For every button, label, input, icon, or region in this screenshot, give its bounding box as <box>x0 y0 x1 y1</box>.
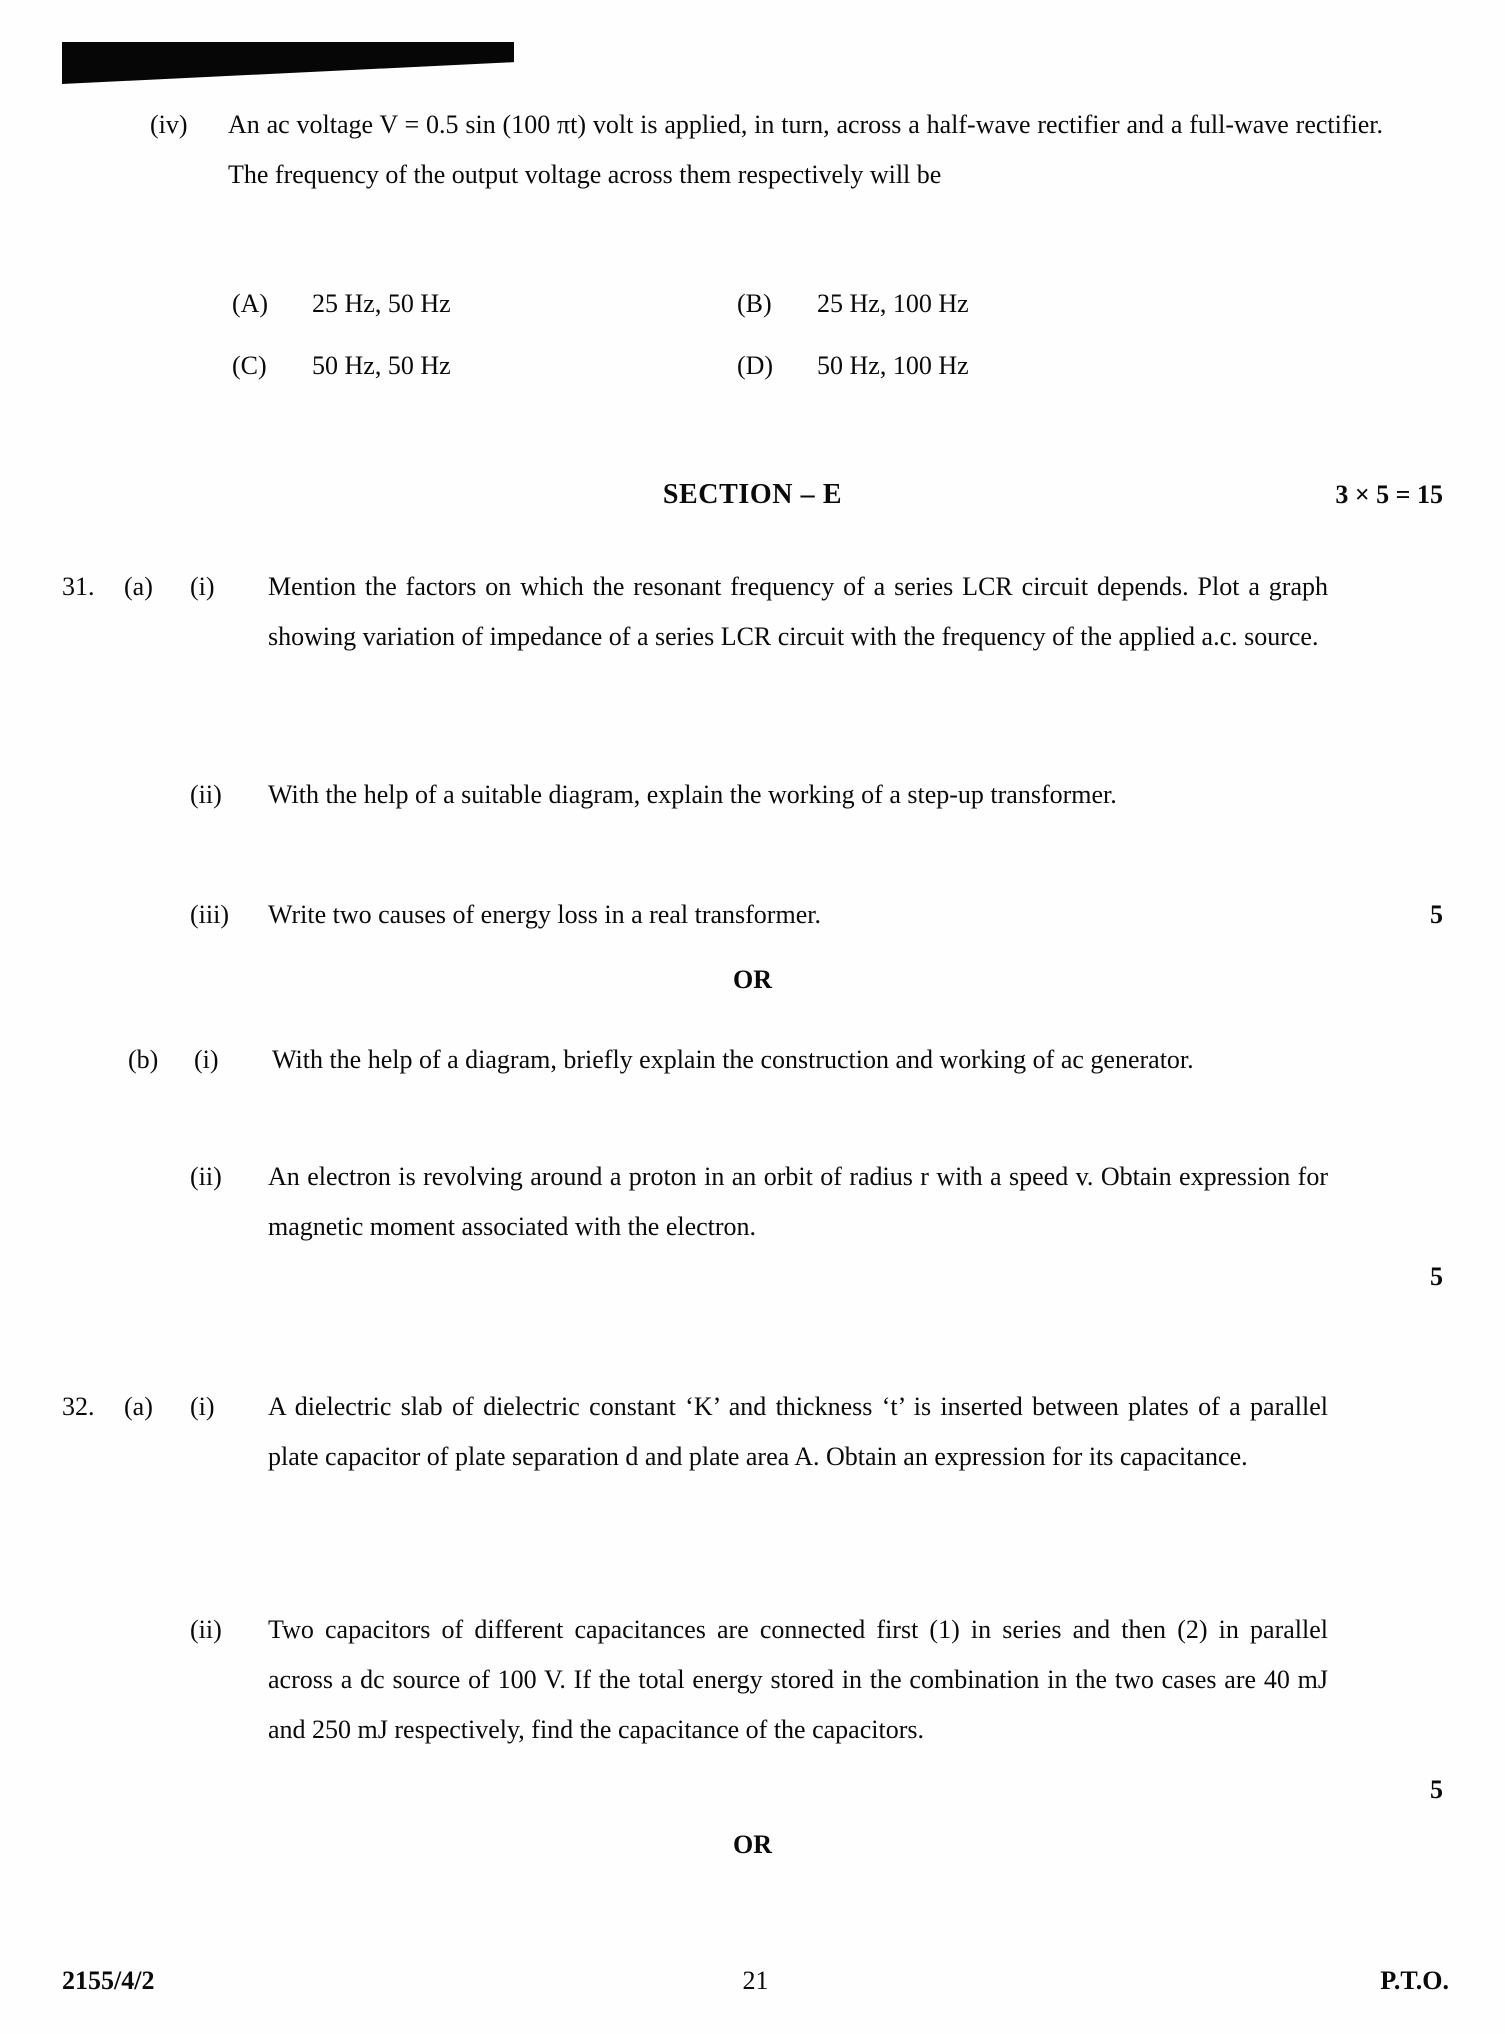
q32-a-ii-label: (ii) <box>190 1615 222 1644</box>
paper-code: 2155/4/2 <box>62 1966 155 1995</box>
option-a-key: (A) <box>232 289 269 318</box>
option-c-key: (C) <box>232 351 267 380</box>
q31-a-ii-text: With the help of a suitable diagram, explain the working of a step-up transformer. <box>268 780 1117 809</box>
option-b-key: (B) <box>737 289 772 318</box>
mcq-stem-text: An ac voltage V = 0.5 sin (100 πt) volt is applied, in turn, across a half-wave rectifier and a full-wave rectifier. The frequency of the output voltage across them respectively will be <box>228 110 1383 189</box>
option-d-value: 50 Hz, 100 Hz <box>817 351 969 380</box>
mcq-question-iv <box>150 100 1405 200</box>
q32-part-a-label: (a) <box>124 1392 153 1421</box>
q31-b-marks: 5 <box>1430 1262 1443 1291</box>
q31-a-iii-text: Write two causes of energy loss in a real transformer. <box>268 900 821 929</box>
option-c-value: 50 Hz, 50 Hz <box>312 351 451 380</box>
q31-a-marks: 5 <box>1430 900 1443 929</box>
section-title: SECTION – E <box>662 479 843 510</box>
option-d-key: (D) <box>737 351 774 380</box>
q32-a-ii-row <box>190 1605 1407 1755</box>
q32-a-ii-text: Two capacitors of different capacitances are connected first (1) in series and then (2) in parallel across a dc source of 100 V. If the total energy stored in the combination in the two cases are 40 mJ and 250 mJ respectively, find the capacitance of the capacitors. <box>268 1615 1328 1744</box>
q31-b-ii-text: An electron is revolving around a proton in an orbit of radius r with a speed v. Obtain expression for magnetic moment associated with the electron. <box>268 1162 1328 1241</box>
q31-part-a-label: (a) <box>124 572 153 601</box>
q31-b-i-text: With the help of a diagram, briefly explain the construction and working of ac generator. <box>272 1045 1194 1074</box>
q31-a-ii-row <box>190 770 1407 820</box>
q32-a-marks: 5 <box>1430 1775 1443 1804</box>
q32-or-divider: OR <box>733 1830 772 1859</box>
option-c[interactable] <box>232 344 737 388</box>
q31-b-ii-label: (ii) <box>190 1162 222 1191</box>
option-d[interactable] <box>737 344 1412 388</box>
q31-number: 31. <box>62 572 95 601</box>
q31-a-i-row <box>62 562 1407 662</box>
pto-label: P.T.O. <box>1380 1966 1449 1995</box>
q32-a-i-label: (i) <box>190 1392 215 1421</box>
q31-a-iii-row <box>190 890 1407 940</box>
q31-part-b-label: (b) <box>128 1045 159 1074</box>
q31-or-divider: OR <box>733 965 772 994</box>
option-b-value: 25 Hz, 100 Hz <box>817 289 969 318</box>
q31-b-i-row <box>128 1035 1407 1085</box>
q31-a-ii-label: (ii) <box>190 780 222 809</box>
mcq-options-grid <box>232 282 1412 388</box>
section-marks-formula: 3 × 5 = 15 <box>1335 480 1443 509</box>
scan-artifact-wedge <box>62 42 514 84</box>
q31-a-i-text: Mention the factors on which the resonant frequency of a series LCR circuit depends. Plot a graph showing variation of impedance of a series LCR circuit with the frequency of the applied a.c. source. <box>268 572 1328 651</box>
q32-a-i-row <box>62 1382 1407 1482</box>
q32-a-i-text: A dielectric slab of dielectric constant ‘K’ and thickness ‘t’ is inserted between plates of a parallel plate capacitor of plate separation d and plate area A. Obtain an expression for its capacitance. <box>268 1392 1328 1471</box>
q31-a-iii-label: (iii) <box>190 900 229 929</box>
page-number: 21 <box>742 1966 769 1995</box>
option-a[interactable] <box>232 282 737 326</box>
option-b[interactable] <box>737 282 1412 326</box>
q31-b-ii-row <box>190 1152 1407 1252</box>
option-a-value: 25 Hz, 50 Hz <box>312 289 451 318</box>
q32-number: 32. <box>62 1392 95 1421</box>
q31-a-i-label: (i) <box>190 572 215 601</box>
q31-b-i-label: (i) <box>194 1045 219 1074</box>
mcq-roman-label: (iv) <box>150 110 188 139</box>
page-footer <box>62 1966 1449 1996</box>
